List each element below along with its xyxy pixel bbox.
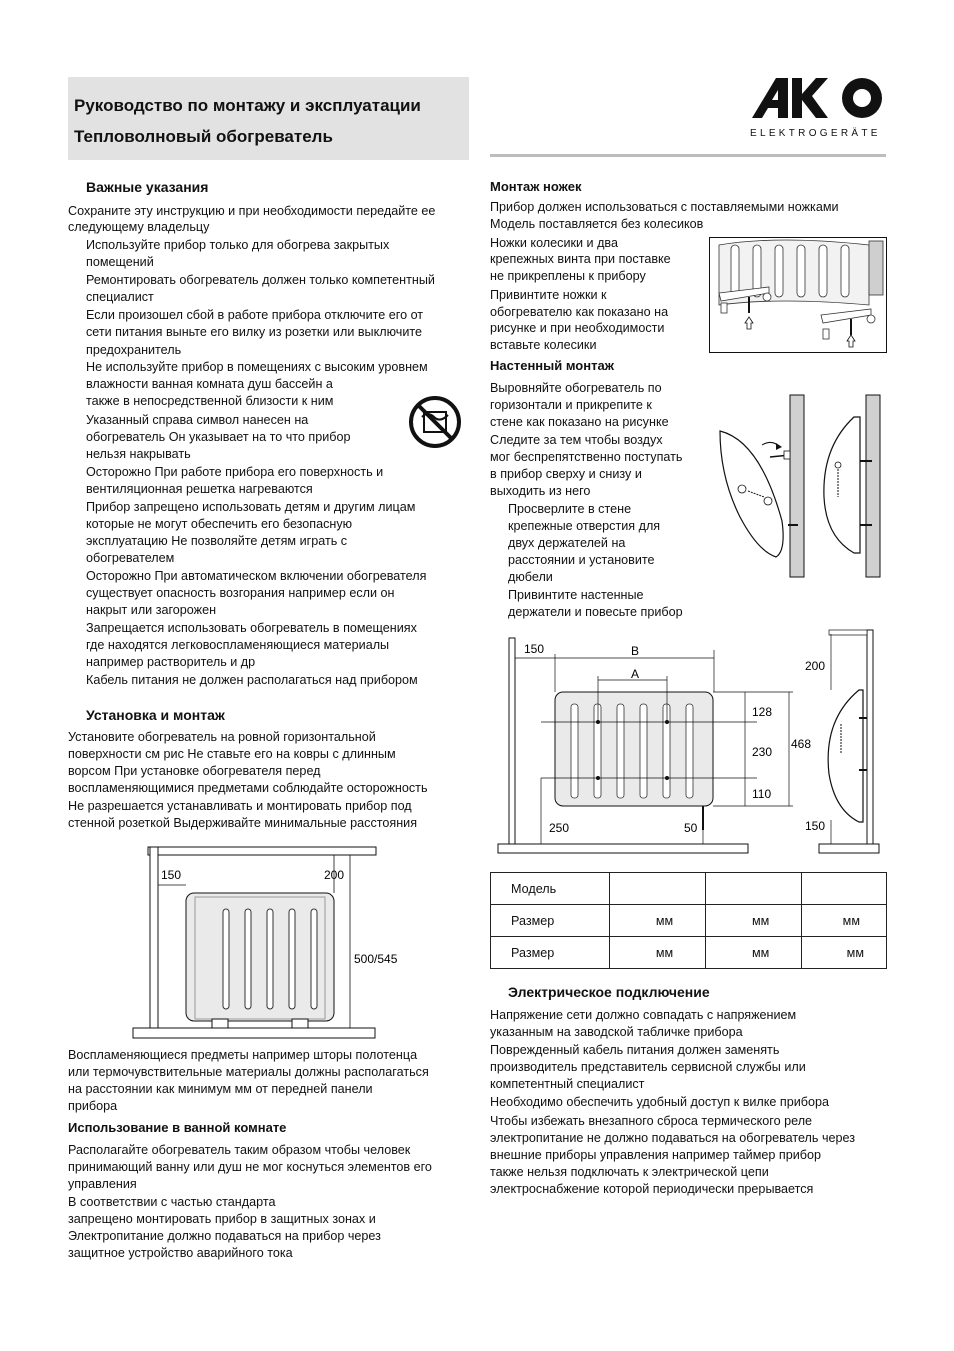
- important-line: следующему владельцу: [68, 220, 210, 234]
- dim-side-label: 150: [161, 868, 182, 882]
- dim-150: 150: [524, 642, 545, 656]
- installation-clearance-figure: [130, 845, 398, 1040]
- bathroom-line: В соответствии с частью стандарта: [68, 1195, 276, 1209]
- important-line: нельзя накрывать: [86, 447, 191, 461]
- table-row: [491, 873, 887, 905]
- bathroom-line: Располагайте обогреватель таким образом чтобы человек: [68, 1143, 411, 1157]
- important-line: Осторожно При работе прибора его поверхность и: [86, 465, 384, 479]
- electric-line: также нельзя подключать к электрической цепи: [490, 1165, 769, 1179]
- ako-logo: [752, 78, 888, 122]
- important-line: накрыт или загорожен: [86, 603, 217, 617]
- important-heading: Важные указания: [86, 179, 209, 195]
- wall-line: крепежные отверстия для: [508, 519, 661, 533]
- important-line: например растворитель и др: [86, 655, 256, 669]
- bathroom-line: Электропитание должно подаваться на прибор через: [68, 1229, 381, 1243]
- legs-line: вставьте колесики: [490, 338, 597, 352]
- important-line: предохранитель: [86, 343, 182, 357]
- table-cell-unit: мм: [802, 937, 887, 969]
- important-line: Если произошел сбой в работе прибора отключите его от: [86, 308, 424, 322]
- table-cell-unit: мм: [610, 937, 706, 969]
- installation-after-line: прибора: [68, 1099, 118, 1113]
- important-line: существует опасность возгорания например если он: [86, 586, 395, 600]
- important-line: Запрещается использовать обогреватель в помещениях: [86, 621, 417, 635]
- dim-200: 200: [805, 659, 826, 673]
- header-box: [68, 77, 469, 160]
- wall-line: Привинтите настенные: [508, 588, 644, 602]
- electric-line: Необходимо обеспечить удобный доступ к вилке прибора: [490, 1095, 830, 1109]
- important-line: влажности ванная комната душ бассейн а: [86, 377, 333, 391]
- table-cell-unit: мм: [802, 905, 887, 937]
- electric-line: Напряжение сети должно совпадать с напряжением: [490, 1008, 797, 1022]
- installation-line: поверхности см рис Не ставьте его на ковры с длинным: [68, 747, 396, 761]
- page-subtitle: Тепловолновый обогреватель: [74, 127, 333, 146]
- important-line: Кабель питания не должен располагаться над прибором: [86, 673, 418, 687]
- important-line: помещений: [86, 255, 154, 269]
- table-row-label: Размер: [491, 937, 610, 969]
- important-line: Прибор запрещено использовать детям и другим лицам: [86, 500, 416, 514]
- dim-468: 468: [791, 737, 812, 751]
- electric-line: компетентный специалист: [490, 1077, 645, 1091]
- electric-line: производитель представитель сервисной службы или: [490, 1060, 806, 1074]
- electric-line: внешние приборы управления например таймер прибор: [490, 1148, 821, 1162]
- important-line: Осторожно При автоматическом включении обогревателя: [86, 569, 427, 583]
- table-cell: [706, 873, 802, 905]
- important-line: Используйте прибор только для обогрева закрытых: [86, 238, 390, 252]
- bathroom-line: запрещено монтировать прибор в защитных зонах и: [68, 1212, 376, 1226]
- legs-line: Привинтите ножки к: [490, 288, 607, 302]
- wall-line: Следите за тем чтобы воздух: [490, 433, 663, 447]
- model-table: [490, 872, 887, 969]
- legs-line: крепежных винта при поставке: [490, 252, 671, 266]
- important-line: где находятся легковоспламеняющиеся материалы: [86, 638, 390, 652]
- wall-line: Просверлите в стене: [508, 502, 632, 516]
- wall-line: стене как показано на рисунке: [490, 415, 669, 429]
- dim-230: 230: [752, 745, 773, 759]
- wall-line: мог беспрепятственно поступать: [490, 450, 683, 464]
- wall-heading: Настенный монтаж: [490, 358, 614, 373]
- electric-line: Поврежденный кабель питания должен заменять: [490, 1043, 780, 1057]
- bathroom-heading: Использование в ванной комнате: [68, 1120, 287, 1135]
- electric-heading: Электрическое подключение: [508, 984, 710, 1000]
- table-cell: [610, 873, 706, 905]
- bathroom-line: принимающий ванну или душ не мог коснуться элементов его: [68, 1160, 432, 1174]
- important-line: Не используйте прибор в помещениях с высоким уровнем: [86, 360, 428, 374]
- table-cell-unit: мм: [706, 937, 802, 969]
- dim-128: 128: [752, 705, 773, 719]
- wall-line: горизонтали и прикрепите к: [490, 398, 652, 412]
- wall-mount-figure: [714, 393, 884, 579]
- wall-line: Выровняйте обогреватель по: [490, 381, 662, 395]
- installation-after-line: Воспламеняющиеся предметы например шторы полотенца: [68, 1048, 418, 1062]
- important-line: также в непосредственной близости к ним: [86, 394, 334, 408]
- table-row: [491, 905, 887, 937]
- electric-line: электроснабжение которой периодически прерывается: [490, 1182, 814, 1196]
- dim-top-label: 200: [324, 868, 345, 882]
- legs-line: рисунке и при необходимости: [490, 321, 665, 335]
- legs-figure: [709, 237, 887, 353]
- do-not-cover-icon: [408, 395, 464, 449]
- installation-heading: Установка и монтаж: [86, 707, 225, 723]
- important-line: сети питания выньте его вилку из розетки или выключите: [86, 325, 422, 339]
- electric-line: электропитание не должно подаваться на обогреватель через: [490, 1131, 856, 1145]
- important-line: обогреватель Он указывает на то что прибор: [86, 430, 351, 444]
- wall-line: в прибор сверху и снизу и: [490, 467, 642, 481]
- table-row: [491, 937, 887, 969]
- legs-line: Модель поставляется без колесиков: [490, 217, 704, 231]
- legs-line: Прибор должен использоваться с поставляемыми ножками: [490, 200, 839, 214]
- electric-line: Чтобы избежать внезапного сброса термического реле: [490, 1114, 813, 1128]
- installation-line: воспламеняющимися предметами соблюдайте осторожность: [68, 781, 428, 795]
- important-line: вентиляционная решетка нагреваются: [86, 482, 313, 496]
- table-header-model: Модель: [491, 873, 610, 905]
- important-line: Сохраните эту инструкцию и при необходимости передайте ее: [68, 204, 436, 218]
- important-line: Ремонтировать обогреватель должен только компетентный: [86, 273, 435, 287]
- dim-150b: 150: [805, 819, 826, 833]
- table-row-label: Размер: [491, 905, 610, 937]
- dim-B: B: [631, 644, 640, 658]
- installation-line: Установите обогреватель на ровной горизонтальной: [68, 730, 376, 744]
- important-line: обогревателем: [86, 551, 175, 565]
- legs-line: не прикреплены к прибору: [490, 269, 646, 283]
- table-cell: [802, 873, 887, 905]
- wall-line: дюбели: [508, 570, 553, 584]
- page-title: Руководство по монтажу и эксплуатации: [74, 96, 421, 115]
- installation-line: Не разрешается устанавливать и монтировать прибор под: [68, 799, 412, 813]
- table-cell-unit: мм: [610, 905, 706, 937]
- legs-line: Ножки колесики и два: [490, 236, 618, 250]
- dim-A: A: [631, 667, 640, 681]
- dim-height-label: 500/545: [354, 952, 398, 966]
- table-cell-unit: мм: [706, 905, 802, 937]
- wall-line: выходить из него: [490, 484, 591, 498]
- installation-line: стенной розеткой Выдерживайте минимальные расстояния: [68, 816, 418, 830]
- installation-after-line: на расстоянии как минимум мм от передней панели: [68, 1082, 373, 1096]
- electric-line: указанным на заводской табличке прибора: [490, 1025, 743, 1039]
- logo-subtitle: ELEKTROGERÄTE: [750, 128, 881, 139]
- important-line: которые не могут обеспечить его безопасную: [86, 517, 353, 531]
- important-line: специалист: [86, 290, 154, 304]
- legs-line: обогревателю как показано на: [490, 305, 669, 319]
- dim-50: 50: [684, 821, 698, 835]
- legs-heading: Монтаж ножек: [490, 179, 582, 194]
- important-line: эксплуатацию Не позволяйте детям играть с: [86, 534, 348, 548]
- header-rule: [490, 154, 886, 157]
- wall-line: держатели и повесьте прибор: [508, 605, 683, 619]
- wall-dimension-figure: [497, 630, 887, 855]
- dim-250: 250: [549, 821, 570, 835]
- bathroom-line: управления: [68, 1177, 137, 1191]
- wall-line: расстоянии и установите: [508, 553, 655, 567]
- bathroom-line: защитное устройство аварийного тока: [68, 1246, 293, 1260]
- installation-after-line: или термочувствительные материалы должны располагаться: [68, 1065, 429, 1079]
- installation-line: ворсом При установке обогревателя перед: [68, 764, 321, 778]
- important-line: Указанный справа символ нанесен на: [86, 413, 309, 427]
- wall-line: двух держателей на: [508, 536, 626, 550]
- dim-110: 110: [752, 787, 772, 801]
